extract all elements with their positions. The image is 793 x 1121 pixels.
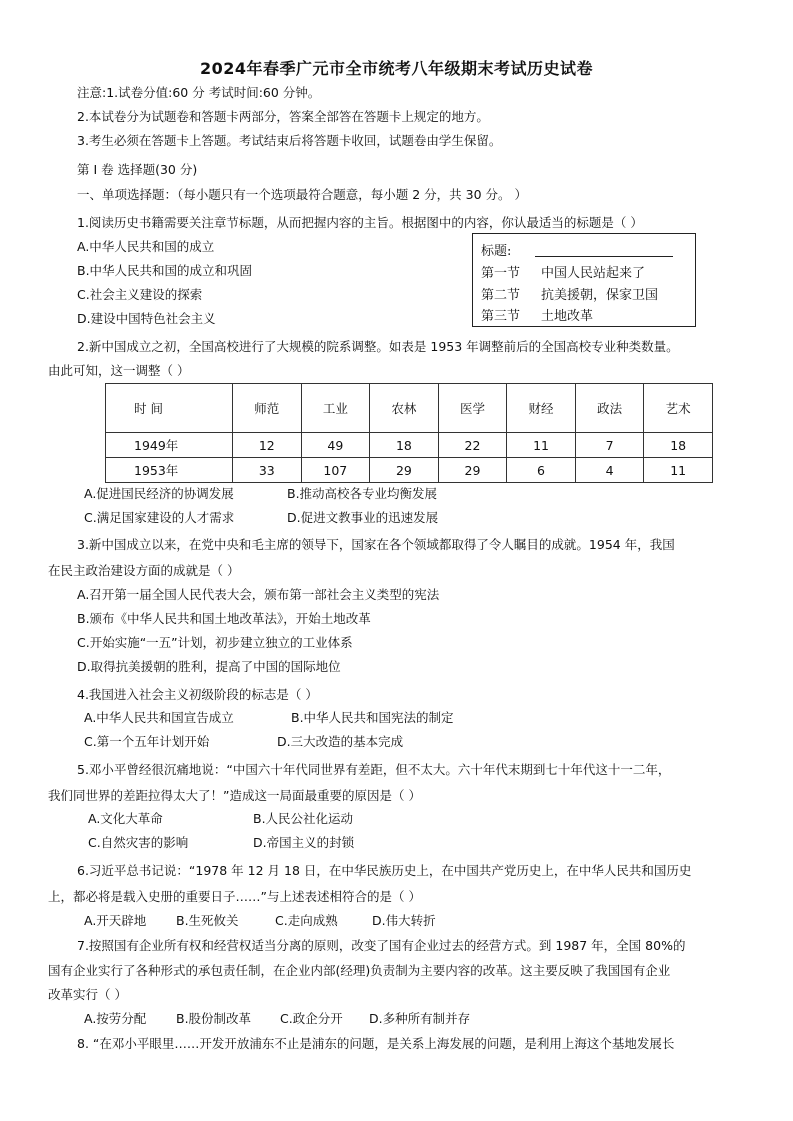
box-row-1-text: 中国人民站起来了 — [541, 266, 646, 281]
table-cell: 4 — [575, 458, 644, 483]
table-cell: 29 — [370, 458, 439, 483]
q2-option-b: B.推动高校各专业均衡发展 — [287, 486, 438, 501]
q7-option-c: C.政企分开 — [280, 1011, 343, 1026]
part-title: 一、单项选择题：（每小题只有一个选项最符合题意，每小题 2 分，共 30 分。 ） — [77, 187, 527, 202]
box-row-3-sec: 第三节 — [481, 309, 521, 324]
table-cell: 22 — [438, 433, 507, 458]
table-cell: 1953年 — [106, 458, 233, 483]
table-header-cell: 财经 — [507, 384, 576, 433]
table-cell: 11 — [507, 433, 576, 458]
major-count-table — [105, 383, 713, 483]
box-row-1-sec: 第一节 — [481, 266, 521, 281]
q1-option-c: C.社会主义建设的探索 — [77, 287, 203, 302]
q4-stem: 4.我国进入社会主义初级阶段的标志是（ ） — [77, 687, 318, 702]
q6-stem-1: 6.习近平总书记说：“1978 年 12 月 18 日，在中华民族历史上，在中国共产党历史上，在中华人民共和国历史 — [77, 863, 692, 878]
q7-stem-1: 7.按照国有企业所有权和经营权适当分离的原则，改变了国有企业过去的经营方式。到 1987 年，全国 80%的 — [77, 938, 686, 953]
q8-stem-1: 8. “在邓小平眼里……开发开放浦东不止是浦东的问题，是关系上海发展的问题，是利用上海这个基地发展长 — [77, 1036, 675, 1051]
box-row-2-sec: 第二节 — [481, 288, 521, 303]
table-header-row — [106, 384, 713, 433]
table-cell: 33 — [233, 458, 302, 483]
q3-option-b: B.颁布《中华人民共和国土地改革法》，开始土地改革 — [77, 611, 371, 626]
q5-option-c: C.自然灾害的影响 — [88, 835, 189, 850]
q2-option-c: C.满足国家建设的人才需求 — [84, 510, 235, 525]
q5-option-b: B.人民公社化运动 — [253, 811, 354, 826]
q5-option-a: A.文化大革命 — [88, 811, 163, 826]
q6-option-c: C.走向成熟 — [275, 913, 338, 928]
q3-option-c: C.开始实施“一五”计划，初步建立独立的工业体系 — [77, 635, 353, 650]
q4-option-d: D.三大改造的基本完成 — [277, 734, 404, 749]
q4-option-a: A.中华人民共和国宣告成立 — [84, 710, 234, 725]
table-header-cell: 艺术 — [644, 384, 713, 433]
chapter-title-box — [472, 233, 696, 327]
q3-option-d: D.取得抗美援朝的胜利，提高了中国的国际地位 — [77, 659, 341, 674]
exam-title: 2024年春季广元市全市统考八年级期末考试历史试卷 — [199, 59, 594, 78]
note-2: 2.本试卷分为试题卷和答题卡两部分，答案全部答在答题卡上规定的地方。 — [77, 109, 489, 124]
q1-option-a: A.中华人民共和国的成立 — [77, 239, 215, 254]
q7-option-b: B.股份制改革 — [176, 1011, 252, 1026]
q2-option-d: D.促进文教事业的迅速发展 — [287, 510, 439, 525]
q6-stem-2: 上，都必将是载入史册的重要日子……”与上述表述相符合的是（ ） — [48, 889, 421, 904]
q7-stem-3: 改革实行（ ） — [48, 987, 127, 1002]
box-title-blank — [535, 256, 673, 257]
box-row-2-text: 抗美援朝，保家卫国 — [541, 288, 659, 303]
table-row — [106, 433, 713, 458]
table-cell: 12 — [233, 433, 302, 458]
q2-stem-2: 由此可知，这一调整（ ） — [48, 363, 190, 378]
q1-option-d: D.建设中国特色社会主义 — [77, 311, 216, 326]
table-cell: 1949年 — [106, 433, 233, 458]
note-3: 3.考生必须在答题卡上答题。考试结束后将答题卡收回，试题卷由学生保留。 — [77, 133, 502, 148]
table-header-cell: 时 间 — [106, 384, 233, 433]
q4-option-b: B.中华人民共和国宪法的制定 — [291, 710, 454, 725]
table-cell: 49 — [301, 433, 370, 458]
table-cell: 107 — [301, 458, 370, 483]
q3-stem-1: 3.新中国成立以来，在党中央和毛主席的领导下，国家在各个领域都取得了令人瞩目的成就。1954 年，我国 — [77, 537, 675, 552]
table-cell: 18 — [644, 433, 713, 458]
table-cell: 7 — [575, 433, 644, 458]
table-header-cell: 农林 — [370, 384, 439, 433]
q5-stem-1: 5.邓小平曾经很沉痛地说：“中国六十年代同世界有差距，但不太大。六十年代末期到七十年代这十一二年， — [77, 762, 671, 777]
q5-stem-2: 我们同世界的差距拉得太大了！”造成这一局面最重要的原因是（ ） — [48, 788, 421, 803]
q1-option-b: B.中华人民共和国的成立和巩固 — [77, 263, 253, 278]
q3-option-a: A.召开第一届全国人民代表大会，颁布第一部社会主义类型的宪法 — [77, 587, 440, 602]
q6-option-a: A.开天辟地 — [84, 913, 147, 928]
q2-option-a: A.促进国民经济的协调发展 — [84, 486, 234, 501]
q7-stem-2: 国有企业实行了各种形式的承包责任制，在企业内部(经理)负责制为主要内容的改革。这主要反映了我国国有企业 — [48, 963, 671, 978]
table-row — [106, 458, 713, 483]
table-cell: 29 — [438, 458, 507, 483]
q6-option-d: D.伟大转折 — [372, 913, 436, 928]
note-1: 注意:1.试卷分值:60 分 考试时间:60 分钟。 — [77, 85, 321, 100]
table-header-cell: 政法 — [575, 384, 644, 433]
q1-stem: 1.阅读历史书籍需要关注章节标题，从而把握内容的主旨。根据图中的内容，你认最适当的标题是（ ） — [77, 215, 643, 230]
box-title-label: 标题: — [481, 244, 512, 259]
q2-stem-1: 2.新中国成立之初，全国高校进行了大规模的院系调整。如表是 1953 年调整前后的全国高校专业种类数量。 — [77, 339, 679, 354]
table-cell: 6 — [507, 458, 576, 483]
table-header-cell: 师范 — [233, 384, 302, 433]
table-header-cell: 医学 — [438, 384, 507, 433]
table-cell: 18 — [370, 433, 439, 458]
table-cell: 11 — [644, 458, 713, 483]
table-header-cell: 工业 — [301, 384, 370, 433]
q7-option-d: D.多种所有制并存 — [369, 1011, 471, 1026]
box-row-3-text: 土地改革 — [541, 309, 594, 324]
q7-option-a: A.按劳分配 — [84, 1011, 147, 1026]
q5-option-d: D.帝国主义的封锁 — [253, 835, 355, 850]
q6-option-b: B.生死攸关 — [176, 913, 239, 928]
section-title: 第 I 卷 选择题(30 分) — [77, 162, 198, 177]
q3-stem-2: 在民主政治建设方面的成就是（ ） — [48, 563, 240, 578]
q4-option-c: C.第一个五年计划开始 — [84, 734, 210, 749]
